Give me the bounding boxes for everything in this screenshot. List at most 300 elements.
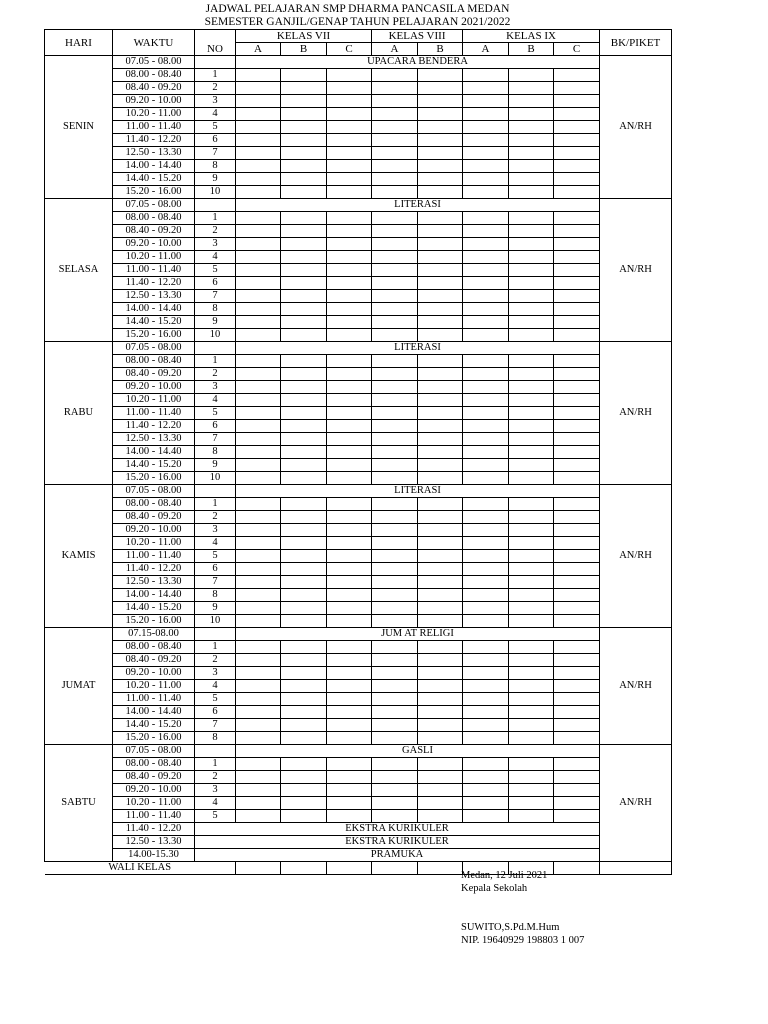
subject-cell: [509, 173, 554, 186]
subject-cell: [463, 433, 509, 446]
subject-cell: [327, 732, 372, 745]
subject-cell: [327, 173, 372, 186]
time-slot: 14.00 - 14.40: [113, 589, 195, 602]
subject-cell: [463, 264, 509, 277]
day-name: KAMIS: [45, 485, 113, 628]
table-row: [45, 823, 672, 836]
subject-cell: [327, 225, 372, 238]
subject-cell: [327, 160, 372, 173]
table-row: [45, 160, 672, 173]
subject-cell: [463, 316, 509, 329]
subject-cell: [236, 290, 281, 303]
period-number: [195, 745, 236, 758]
subject-cell: [236, 368, 281, 381]
wali-kelas-cell: [554, 862, 600, 875]
subject-cell: [236, 433, 281, 446]
subject-cell: [554, 537, 600, 550]
subject-cell: [418, 667, 463, 680]
period-number: 10: [195, 615, 236, 628]
subject-cell: [554, 381, 600, 394]
subject-cell: [236, 784, 281, 797]
subject-cell: [509, 160, 554, 173]
time-slot: 08.00 - 08.40: [113, 758, 195, 771]
table-row: [45, 342, 672, 355]
subject-cell: [463, 589, 509, 602]
subject-cell: [554, 641, 600, 654]
subject-cell: [236, 225, 281, 238]
subject-cell: [372, 238, 418, 251]
subject-cell: [463, 524, 509, 537]
subject-cell: [554, 498, 600, 511]
subject-cell: [418, 810, 463, 823]
table-row: [45, 134, 672, 147]
subject-cell: [327, 563, 372, 576]
subject-cell: [281, 550, 327, 563]
subject-cell: [463, 108, 509, 121]
period-number: 2: [195, 368, 236, 381]
subject-cell: [236, 420, 281, 433]
subject-cell: [418, 706, 463, 719]
subject-cell: [327, 797, 372, 810]
subject-cell: [554, 693, 600, 706]
time-slot: 10.20 - 11.00: [113, 394, 195, 407]
period-number: 4: [195, 797, 236, 810]
subject-cell: [418, 576, 463, 589]
subject-cell: [509, 420, 554, 433]
subject-cell: [509, 277, 554, 290]
subject-cell: [236, 381, 281, 394]
time-slot: 08.00 - 08.40: [113, 355, 195, 368]
subject-cell: [463, 732, 509, 745]
time-slot: 10.20 - 11.00: [113, 108, 195, 121]
time-slot: 11.40 - 12.20: [113, 823, 195, 836]
header-class-section: B: [509, 43, 554, 56]
time-slot: 11.00 - 11.40: [113, 693, 195, 706]
subject-cell: [418, 732, 463, 745]
subject-cell: [463, 550, 509, 563]
time-slot: 08.40 - 09.20: [113, 511, 195, 524]
piket-cell: AN/RH: [600, 56, 672, 199]
subject-cell: [327, 758, 372, 771]
subject-cell: [372, 498, 418, 511]
subject-cell: [554, 589, 600, 602]
subject-cell: [281, 212, 327, 225]
subject-cell: [372, 368, 418, 381]
subject-cell: [327, 95, 372, 108]
time-slot: 11.00 - 11.40: [113, 407, 195, 420]
subject-cell: [372, 797, 418, 810]
subject-cell: [236, 303, 281, 316]
subject-cell: [236, 498, 281, 511]
subject-cell: [372, 732, 418, 745]
subject-cell: [554, 446, 600, 459]
subject-cell: [463, 134, 509, 147]
table-row: [45, 511, 672, 524]
signature-place-date: Medan, 12 Juli 2021: [461, 870, 548, 881]
subject-cell: [418, 498, 463, 511]
subject-cell: [554, 680, 600, 693]
subject-cell: [463, 563, 509, 576]
subject-cell: [463, 602, 509, 615]
subject-cell: [463, 329, 509, 342]
subject-cell: [418, 654, 463, 667]
period-number: 1: [195, 641, 236, 654]
table-row: [45, 290, 672, 303]
subject-cell: [418, 641, 463, 654]
header-class-section: A: [372, 43, 418, 56]
table-row: [45, 667, 672, 680]
time-slot: 07.05 - 08.00: [113, 342, 195, 355]
subject-cell: [236, 264, 281, 277]
subject-cell: [554, 108, 600, 121]
subject-cell: [509, 303, 554, 316]
time-slot: 07.15-08.00: [113, 628, 195, 641]
subject-cell: [509, 225, 554, 238]
time-slot: 08.00 - 08.40: [113, 498, 195, 511]
subject-cell: [372, 225, 418, 238]
period-number: 8: [195, 160, 236, 173]
subject-cell: [554, 472, 600, 485]
period-number: 5: [195, 407, 236, 420]
table-row: [45, 836, 672, 849]
subject-cell: [281, 797, 327, 810]
header-class-group: KELAS IX: [463, 30, 600, 43]
subject-cell: [463, 654, 509, 667]
header-no: NO: [195, 43, 236, 56]
subject-cell: [372, 719, 418, 732]
subject-cell: [418, 160, 463, 173]
subject-cell: [509, 95, 554, 108]
subject-cell: [281, 108, 327, 121]
subject-cell: [372, 264, 418, 277]
subject-cell: [554, 147, 600, 160]
subject-cell: [236, 446, 281, 459]
table-row: [45, 719, 672, 732]
time-slot: 14.00 - 14.40: [113, 160, 195, 173]
table-row: [45, 108, 672, 121]
subject-cell: [327, 381, 372, 394]
subject-cell: [554, 654, 600, 667]
subject-cell: [236, 459, 281, 472]
period-number: 10: [195, 329, 236, 342]
subject-cell: [236, 329, 281, 342]
subject-cell: [509, 810, 554, 823]
subject-cell: [236, 706, 281, 719]
subject-cell: [236, 355, 281, 368]
period-number: [195, 342, 236, 355]
period-number: 6: [195, 706, 236, 719]
subject-cell: [327, 407, 372, 420]
subject-cell: [281, 134, 327, 147]
activity-label: LITERASI: [236, 342, 600, 355]
time-slot: 09.20 - 10.00: [113, 667, 195, 680]
subject-cell: [554, 732, 600, 745]
subject-cell: [372, 407, 418, 420]
period-number: 8: [195, 303, 236, 316]
subject-cell: [418, 121, 463, 134]
time-slot: 14.00 - 14.40: [113, 706, 195, 719]
table-row: [45, 628, 672, 641]
subject-cell: [418, 550, 463, 563]
subject-cell: [236, 160, 281, 173]
subject-cell: [372, 524, 418, 537]
table-row: [45, 56, 672, 69]
table-row: [45, 329, 672, 342]
activity-full: EKSTRA KURIKULER: [195, 836, 600, 849]
subject-cell: [327, 186, 372, 199]
subject-cell: [509, 654, 554, 667]
subject-cell: [372, 134, 418, 147]
table-row: [45, 472, 672, 485]
subject-cell: [236, 719, 281, 732]
time-slot: 11.40 - 12.20: [113, 420, 195, 433]
subject-cell: [236, 758, 281, 771]
subject-cell: [372, 667, 418, 680]
time-slot: 14.40 - 15.20: [113, 316, 195, 329]
subject-cell: [281, 95, 327, 108]
subject-cell: [509, 680, 554, 693]
subject-cell: [281, 186, 327, 199]
subject-cell: [281, 407, 327, 420]
subject-cell: [554, 615, 600, 628]
period-number: 5: [195, 121, 236, 134]
subject-cell: [372, 186, 418, 199]
subject-cell: [509, 719, 554, 732]
time-slot: 09.20 - 10.00: [113, 381, 195, 394]
subject-cell: [281, 706, 327, 719]
subject-cell: [509, 576, 554, 589]
subject-cell: [327, 251, 372, 264]
subject-cell: [509, 316, 554, 329]
period-number: 6: [195, 134, 236, 147]
subject-cell: [554, 238, 600, 251]
time-slot: 11.40 - 12.20: [113, 277, 195, 290]
subject-cell: [327, 82, 372, 95]
subject-cell: [463, 173, 509, 186]
subject-cell: [509, 238, 554, 251]
document-title: JADWAL PELAJARAN SMP DHARMA PANCASILA MEDAN: [205, 3, 510, 15]
subject-cell: [509, 446, 554, 459]
period-number: 6: [195, 277, 236, 290]
subject-cell: [281, 368, 327, 381]
time-slot: 08.40 - 09.20: [113, 368, 195, 381]
subject-cell: [236, 641, 281, 654]
subject-cell: [372, 433, 418, 446]
subject-cell: [418, 238, 463, 251]
table-row: [45, 498, 672, 511]
subject-cell: [418, 758, 463, 771]
subject-cell: [418, 602, 463, 615]
period-number: [195, 199, 236, 212]
table-row: [45, 147, 672, 160]
subject-cell: [418, 277, 463, 290]
subject-cell: [554, 563, 600, 576]
subject-cell: [372, 251, 418, 264]
period-number: 10: [195, 186, 236, 199]
subject-cell: [281, 121, 327, 134]
subject-cell: [372, 771, 418, 784]
subject-cell: [509, 329, 554, 342]
day-name: JUMAT: [45, 628, 113, 745]
period-number: 3: [195, 667, 236, 680]
subject-cell: [372, 641, 418, 654]
table-row: [45, 355, 672, 368]
subject-cell: [463, 615, 509, 628]
subject-cell: [463, 537, 509, 550]
subject-cell: [281, 680, 327, 693]
subject-cell: [281, 771, 327, 784]
wali-kelas-row: [45, 862, 672, 875]
subject-cell: [372, 420, 418, 433]
subject-cell: [281, 472, 327, 485]
period-number: 1: [195, 498, 236, 511]
period-number: 4: [195, 108, 236, 121]
header-class-section: B: [418, 43, 463, 56]
subject-cell: [463, 784, 509, 797]
subject-cell: [281, 524, 327, 537]
activity-label: LITERASI: [236, 485, 600, 498]
subject-cell: [554, 667, 600, 680]
subject-cell: [554, 303, 600, 316]
subject-cell: [418, 680, 463, 693]
subject-cell: [327, 459, 372, 472]
subject-cell: [236, 147, 281, 160]
subject-cell: [418, 771, 463, 784]
subject-cell: [463, 498, 509, 511]
subject-cell: [418, 355, 463, 368]
subject-cell: [418, 394, 463, 407]
subject-cell: [236, 563, 281, 576]
subject-cell: [463, 771, 509, 784]
subject-cell: [509, 758, 554, 771]
period-number: 8: [195, 446, 236, 459]
header-class-section: A: [463, 43, 509, 56]
signature-role: Kepala Sekolah: [461, 883, 528, 894]
period-number: 5: [195, 810, 236, 823]
subject-cell: [463, 641, 509, 654]
subject-cell: [327, 524, 372, 537]
subject-cell: [418, 524, 463, 537]
subject-cell: [463, 459, 509, 472]
subject-cell: [463, 303, 509, 316]
subject-cell: [418, 446, 463, 459]
subject-cell: [372, 147, 418, 160]
time-slot: 08.00 - 08.40: [113, 641, 195, 654]
subject-cell: [418, 563, 463, 576]
subject-cell: [236, 576, 281, 589]
subject-cell: [554, 576, 600, 589]
subject-cell: [372, 680, 418, 693]
subject-cell: [372, 459, 418, 472]
time-slot: 11.00 - 11.40: [113, 264, 195, 277]
subject-cell: [372, 173, 418, 186]
table-row: [45, 563, 672, 576]
subject-cell: [281, 303, 327, 316]
subject-cell: [509, 498, 554, 511]
time-slot: 08.40 - 09.20: [113, 654, 195, 667]
subject-cell: [418, 381, 463, 394]
subject-cell: [281, 160, 327, 173]
subject-cell: [281, 69, 327, 82]
subject-cell: [327, 212, 372, 225]
subject-cell: [372, 810, 418, 823]
subject-cell: [372, 602, 418, 615]
time-slot: 15.20 - 16.00: [113, 329, 195, 342]
time-slot: 07.05 - 08.00: [113, 745, 195, 758]
subject-cell: [463, 706, 509, 719]
subject-cell: [281, 394, 327, 407]
subject-cell: [463, 82, 509, 95]
activity-full: PRAMUKA: [195, 849, 600, 862]
subject-cell: [372, 472, 418, 485]
subject-cell: [554, 407, 600, 420]
subject-cell: [327, 420, 372, 433]
subject-cell: [554, 459, 600, 472]
subject-cell: [463, 680, 509, 693]
time-slot: 11.00 - 11.40: [113, 810, 195, 823]
subject-cell: [372, 277, 418, 290]
time-slot: 09.20 - 10.00: [113, 95, 195, 108]
table-row: [45, 316, 672, 329]
time-slot: 09.20 - 10.00: [113, 784, 195, 797]
subject-cell: [418, 511, 463, 524]
activity-label: GASLI: [236, 745, 600, 758]
wali-kelas-cell: [372, 862, 418, 875]
subject-cell: [281, 459, 327, 472]
day-name: SELASA: [45, 199, 113, 342]
piket-cell: AN/RH: [600, 628, 672, 745]
subject-cell: [281, 277, 327, 290]
schedule-table: [44, 29, 672, 875]
subject-cell: [327, 147, 372, 160]
subject-cell: [463, 212, 509, 225]
subject-cell: [236, 251, 281, 264]
subject-cell: [236, 69, 281, 82]
subject-cell: [418, 329, 463, 342]
subject-cell: [554, 758, 600, 771]
header-hari: HARI: [45, 30, 113, 56]
subject-cell: [418, 108, 463, 121]
subject-cell: [372, 511, 418, 524]
table-row: [45, 641, 672, 654]
subject-cell: [236, 771, 281, 784]
table-row: [45, 407, 672, 420]
subject-cell: [509, 472, 554, 485]
subject-cell: [509, 433, 554, 446]
subject-cell: [281, 381, 327, 394]
subject-cell: [463, 160, 509, 173]
subject-cell: [281, 732, 327, 745]
subject-cell: [554, 771, 600, 784]
subject-cell: [281, 225, 327, 238]
table-row: [45, 95, 672, 108]
period-number: 7: [195, 290, 236, 303]
subject-cell: [372, 563, 418, 576]
header-row: [45, 30, 672, 43]
subject-cell: [327, 316, 372, 329]
subject-cell: [509, 550, 554, 563]
subject-cell: [554, 797, 600, 810]
subject-cell: [327, 238, 372, 251]
time-slot: 10.20 - 11.00: [113, 680, 195, 693]
subject-cell: [554, 290, 600, 303]
subject-cell: [463, 407, 509, 420]
subject-cell: [418, 433, 463, 446]
table-row: [45, 732, 672, 745]
table-row: [45, 212, 672, 225]
subject-cell: [281, 758, 327, 771]
subject-cell: [281, 290, 327, 303]
